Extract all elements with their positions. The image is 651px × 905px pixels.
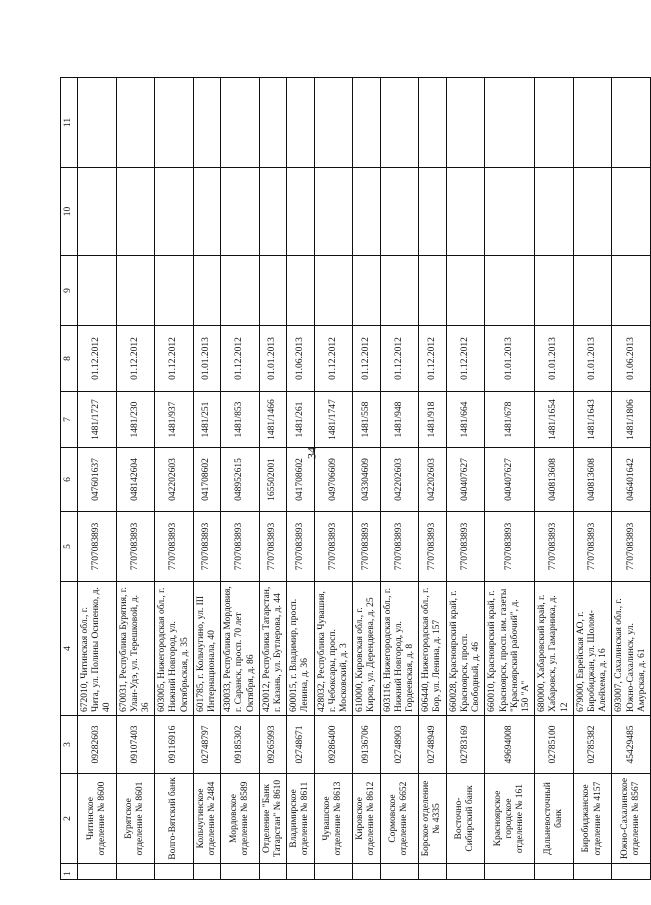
empty-cell xyxy=(78,78,117,168)
inn-cell: 7707083893 xyxy=(353,512,380,582)
empty-cell xyxy=(419,256,446,326)
empty-cell xyxy=(446,864,485,880)
empty-cell xyxy=(221,256,260,326)
branch-name-cell: Отделение "Банк Татарстан" № 8610 xyxy=(259,774,286,864)
address-cell: 610000, Кировская обл., г. Киров, ул. Дерендяева, д. 25 xyxy=(353,582,380,716)
branch-name-cell: Сормовское отделение № 6652 xyxy=(380,774,419,864)
address-cell: 670031, Республика Бурятия, г. Улан-Удэ, ул. Терешковой, д. 36 xyxy=(116,582,155,716)
table-row xyxy=(259,78,286,880)
inn-cell: 7707083893 xyxy=(446,512,485,582)
empty-cell xyxy=(259,168,286,256)
okpo-code-cell: 09107403 xyxy=(116,716,155,774)
registration-number-cell: 1481/230 xyxy=(116,392,155,448)
registration-number-cell: 1481/948 xyxy=(380,392,419,448)
branch-name-cell: Биробиджанское отделение № 4157 xyxy=(573,774,612,864)
branch-name-cell: Читинское отделение № 8600 xyxy=(78,774,117,864)
okpo-code-cell: 02748903 xyxy=(380,716,419,774)
bik-cell: 047601637 xyxy=(78,448,117,512)
bik-cell: 041708602 xyxy=(193,448,220,512)
empty-cell xyxy=(116,256,155,326)
okpo-code-cell: 02748797 xyxy=(193,716,220,774)
empty-cell xyxy=(612,78,651,168)
date-cell: 01.12.2012 xyxy=(78,326,117,392)
bik-cell: 046401642 xyxy=(612,448,651,512)
empty-cell xyxy=(221,864,260,880)
date-cell: 01.12.2012 xyxy=(419,326,446,392)
address-cell: 679000, Еврейская АО, г. Биробиджан, ул. Шолом-Алейхема, д. 16 xyxy=(573,582,612,716)
empty-cell xyxy=(116,78,155,168)
branch-name-cell: Восточно-Сибирский банк xyxy=(446,774,485,864)
date-cell: 01.06.2013 xyxy=(612,326,651,392)
table-row xyxy=(314,78,353,880)
address-cell: 601785, г. Кольчугино, ул. III Интернационала, 40 xyxy=(193,582,220,716)
table-row xyxy=(380,78,419,880)
bik-cell: 040813608 xyxy=(535,448,574,512)
okpo-code-cell: 02785100 xyxy=(535,716,574,774)
okpo-code-cell: 02748671 xyxy=(287,716,314,774)
empty-cell xyxy=(193,78,220,168)
empty-cell xyxy=(116,864,155,880)
table-body xyxy=(78,78,651,880)
empty-cell xyxy=(353,78,380,168)
empty-cell xyxy=(259,256,286,326)
column-header: 2 xyxy=(61,774,78,864)
date-cell: 01.12.2012 xyxy=(221,326,260,392)
bik-cell: 042202603 xyxy=(419,448,446,512)
empty-cell xyxy=(314,168,353,256)
empty-cell xyxy=(353,168,380,256)
date-cell: 01.12.2012 xyxy=(155,326,194,392)
address-cell: 600015, г. Владимир, просп. Ленина, д. 36 xyxy=(287,582,314,716)
branch-name-cell: Дальневосточный банк xyxy=(535,774,574,864)
date-cell: 01.12.2012 xyxy=(353,326,380,392)
okpo-code-cell: 09136706 xyxy=(353,716,380,774)
empty-cell xyxy=(612,864,651,880)
registration-number-cell: 1481/1643 xyxy=(573,392,612,448)
registration-number-cell: 1481/918 xyxy=(419,392,446,448)
empty-cell xyxy=(78,864,117,880)
okpo-code-cell: 09185302 xyxy=(221,716,260,774)
empty-cell xyxy=(485,256,535,326)
okpo-code-cell: 02785382 xyxy=(573,716,612,774)
branch-name-cell: Мордовское отделение № 8589 xyxy=(221,774,260,864)
column-header: 7 xyxy=(61,392,78,448)
empty-cell xyxy=(287,168,314,256)
empty-cell xyxy=(573,168,612,256)
address-cell: 603116, Нижегородская обл., г. Нижний Новгород, ул. Гордеевская, д. 8 xyxy=(380,582,419,716)
table-row xyxy=(193,78,220,880)
column-header: 4 xyxy=(61,582,78,716)
bik-cell: 040407627 xyxy=(446,448,485,512)
okpo-code-cell: 49694008 xyxy=(485,716,535,774)
empty-cell xyxy=(419,78,446,168)
registration-number-cell: 1481/558 xyxy=(353,392,380,448)
empty-cell xyxy=(612,256,651,326)
address-cell: 428032, Республика Чувашия, г. Чебоксары, просп. Московский, д. 3 xyxy=(314,582,353,716)
empty-cell xyxy=(353,864,380,880)
date-cell: 01.12.2012 xyxy=(446,326,485,392)
empty-cell xyxy=(419,168,446,256)
empty-cell xyxy=(446,78,485,168)
empty-cell xyxy=(155,256,194,326)
empty-cell xyxy=(314,864,353,880)
date-cell: 01.01.2013 xyxy=(535,326,574,392)
inn-cell: 7707083893 xyxy=(419,512,446,582)
address-cell: 680000, Хабаровский край, г. Хабаровск, ул. Гамарника, д. 12 xyxy=(535,582,574,716)
empty-cell xyxy=(193,864,220,880)
table-row xyxy=(78,78,117,880)
empty-cell xyxy=(78,256,117,326)
header-row xyxy=(61,78,78,880)
registration-number-cell: 1481/251 xyxy=(193,392,220,448)
branch-name-cell: Южно-Сахалинское отделение № 8567 xyxy=(612,774,651,864)
date-cell: 01.12.2012 xyxy=(314,326,353,392)
address-cell: 693007, Сахалинская обл., г. Южно-Сахалинск, ул. Амурская, д. 61 xyxy=(612,582,651,716)
empty-cell xyxy=(485,78,535,168)
date-cell: 01.01.2013 xyxy=(573,326,612,392)
table-row xyxy=(446,78,485,880)
column-header: 8 xyxy=(61,326,78,392)
registration-number-cell: 1481/664 xyxy=(446,392,485,448)
bik-cell: 041708602 xyxy=(287,448,314,512)
empty-cell xyxy=(485,168,535,256)
address-cell: 420012, Республика Татарстан, г. Казань, ул. Бутлерова, д. 44 xyxy=(259,582,286,716)
inn-cell: 7707083893 xyxy=(221,512,260,582)
empty-cell xyxy=(78,168,117,256)
empty-cell xyxy=(446,256,485,326)
empty-cell xyxy=(259,78,286,168)
column-header: 6 xyxy=(61,448,78,512)
empty-cell xyxy=(155,168,194,256)
empty-cell xyxy=(259,864,286,880)
empty-cell xyxy=(419,864,446,880)
okpo-code-cell: 02783169 xyxy=(446,716,485,774)
empty-cell xyxy=(535,168,574,256)
address-cell: 603005, Нижегородская обл., г. Нижний Новгород, ул. Октябрьская, д. 35 xyxy=(155,582,194,716)
bik-cell: 048952615 xyxy=(221,448,260,512)
empty-cell xyxy=(155,78,194,168)
column-header: 3 xyxy=(61,716,78,774)
bik-cell: 042202603 xyxy=(155,448,194,512)
empty-cell xyxy=(612,168,651,256)
registration-number-cell: 1481/937 xyxy=(155,392,194,448)
address-cell: 660028, Красноярский край, г. Красноярск, просп. Свободный, д. 46 xyxy=(446,582,485,716)
registration-number-cell: 1481/1806 xyxy=(612,392,651,448)
empty-cell xyxy=(116,168,155,256)
inn-cell: 7707083893 xyxy=(155,512,194,582)
table-region xyxy=(60,78,647,880)
address-cell: 430033, Республика Мордовия, г. Саранск, просп. 70 лет Октября, д. 86 xyxy=(221,582,260,716)
branch-name-cell: Кировское отделение № 8612 xyxy=(353,774,380,864)
empty-cell xyxy=(380,78,419,168)
column-header: 1 xyxy=(61,864,78,880)
empty-cell xyxy=(573,864,612,880)
column-header: 10 xyxy=(61,168,78,256)
inn-cell: 7707083893 xyxy=(314,512,353,582)
table-row xyxy=(573,78,612,880)
okpo-code-cell: 09286400 xyxy=(314,716,353,774)
table-row xyxy=(535,78,574,880)
okpo-code-cell: 09116916 xyxy=(155,716,194,774)
registration-number-cell: 1481/261 xyxy=(287,392,314,448)
inn-cell: 7707083893 xyxy=(259,512,286,582)
empty-cell xyxy=(573,256,612,326)
table-row xyxy=(612,78,651,880)
empty-cell xyxy=(573,78,612,168)
address-cell: 606440, Нижегородская обл., г. Бор, ул. Ленина, д. 157 xyxy=(419,582,446,716)
branch-name-cell: Красноярское городское отделение № 161 xyxy=(485,774,535,864)
inn-cell: 7707083893 xyxy=(193,512,220,582)
bik-cell: 040813608 xyxy=(573,448,612,512)
bik-cell: 049706609 xyxy=(314,448,353,512)
empty-cell xyxy=(535,256,574,326)
date-cell: 01.01.2013 xyxy=(259,326,286,392)
branch-name-cell: Борское отделение № 4335 xyxy=(419,774,446,864)
bik-cell: 043304609 xyxy=(353,448,380,512)
empty-cell xyxy=(380,168,419,256)
table-row xyxy=(419,78,446,880)
table-row xyxy=(155,78,194,880)
bik-cell: 040407627 xyxy=(485,448,535,512)
empty-cell xyxy=(193,256,220,326)
date-cell: 01.01.2013 xyxy=(193,326,220,392)
inn-cell: 7707083893 xyxy=(116,512,155,582)
empty-cell xyxy=(155,864,194,880)
okpo-code-cell: 09265993 xyxy=(259,716,286,774)
empty-cell xyxy=(380,864,419,880)
inn-cell: 7707083893 xyxy=(78,512,117,582)
registration-number-cell: 1481/678 xyxy=(485,392,535,448)
table-row xyxy=(221,78,260,880)
registration-number-cell: 1481/1747 xyxy=(314,392,353,448)
address-cell: 672010, Читинская обл., г. Чита, ул. Полины Осипенко, д. 40 xyxy=(78,582,117,716)
inn-cell: 7707083893 xyxy=(535,512,574,582)
column-header: 5 xyxy=(61,512,78,582)
table-row xyxy=(287,78,314,880)
empty-cell xyxy=(446,168,485,256)
page-number: 34 xyxy=(304,447,319,459)
branch-name-cell: Владимирское отделение № 8611 xyxy=(287,774,314,864)
empty-cell xyxy=(287,256,314,326)
date-cell: 01.12.2012 xyxy=(380,326,419,392)
date-cell: 01.06.2013 xyxy=(287,326,314,392)
empty-cell xyxy=(535,78,574,168)
empty-cell xyxy=(314,78,353,168)
bik-cell: 048142604 xyxy=(116,448,155,512)
empty-cell xyxy=(287,864,314,880)
empty-cell xyxy=(193,168,220,256)
okpo-code-cell: 09282603 xyxy=(78,716,117,774)
inn-cell: 7707083893 xyxy=(485,512,535,582)
bik-cell: 165502001 xyxy=(259,448,286,512)
branch-name-cell: Чувашское отделение № 8613 xyxy=(314,774,353,864)
okpo-code-cell: 45429485 xyxy=(612,716,651,774)
okpo-code-cell: 02748949 xyxy=(419,716,446,774)
address-cell: 660010, Красноярский край, г. Красноярск, просп. им. газеты "Красноярский рабочий", д. 150 "А" xyxy=(485,582,535,716)
branch-name-cell: Кольчугинское отделение № 2484 xyxy=(193,774,220,864)
inn-cell: 7707083893 xyxy=(612,512,651,582)
empty-cell xyxy=(353,256,380,326)
table-row xyxy=(485,78,535,880)
registration-number-cell: 1481/1466 xyxy=(259,392,286,448)
table-row xyxy=(116,78,155,880)
registration-number-cell: 1481/1654 xyxy=(535,392,574,448)
empty-cell xyxy=(380,256,419,326)
column-header: 11 xyxy=(61,78,78,168)
rotated-table-container xyxy=(60,78,647,880)
date-cell: 01.01.2013 xyxy=(485,326,535,392)
registration-number-cell: 1481/1727 xyxy=(78,392,117,448)
column-header: 9 xyxy=(61,256,78,326)
empty-cell xyxy=(535,864,574,880)
inn-cell: 7707083893 xyxy=(287,512,314,582)
table-row xyxy=(353,78,380,880)
empty-cell xyxy=(287,78,314,168)
registration-number-cell: 1481/853 xyxy=(221,392,260,448)
empty-cell xyxy=(221,168,260,256)
inn-cell: 7707083893 xyxy=(380,512,419,582)
branch-name-cell: Волго-Вятский банк xyxy=(155,774,194,864)
bik-cell: 042202603 xyxy=(380,448,419,512)
inn-cell: 7707083893 xyxy=(573,512,612,582)
empty-cell xyxy=(221,78,260,168)
date-cell: 01.12.2012 xyxy=(116,326,155,392)
branch-name-cell: Бурятское отделение № 8601 xyxy=(116,774,155,864)
empty-cell xyxy=(485,864,535,880)
branches-table xyxy=(60,77,651,880)
empty-cell xyxy=(314,256,353,326)
